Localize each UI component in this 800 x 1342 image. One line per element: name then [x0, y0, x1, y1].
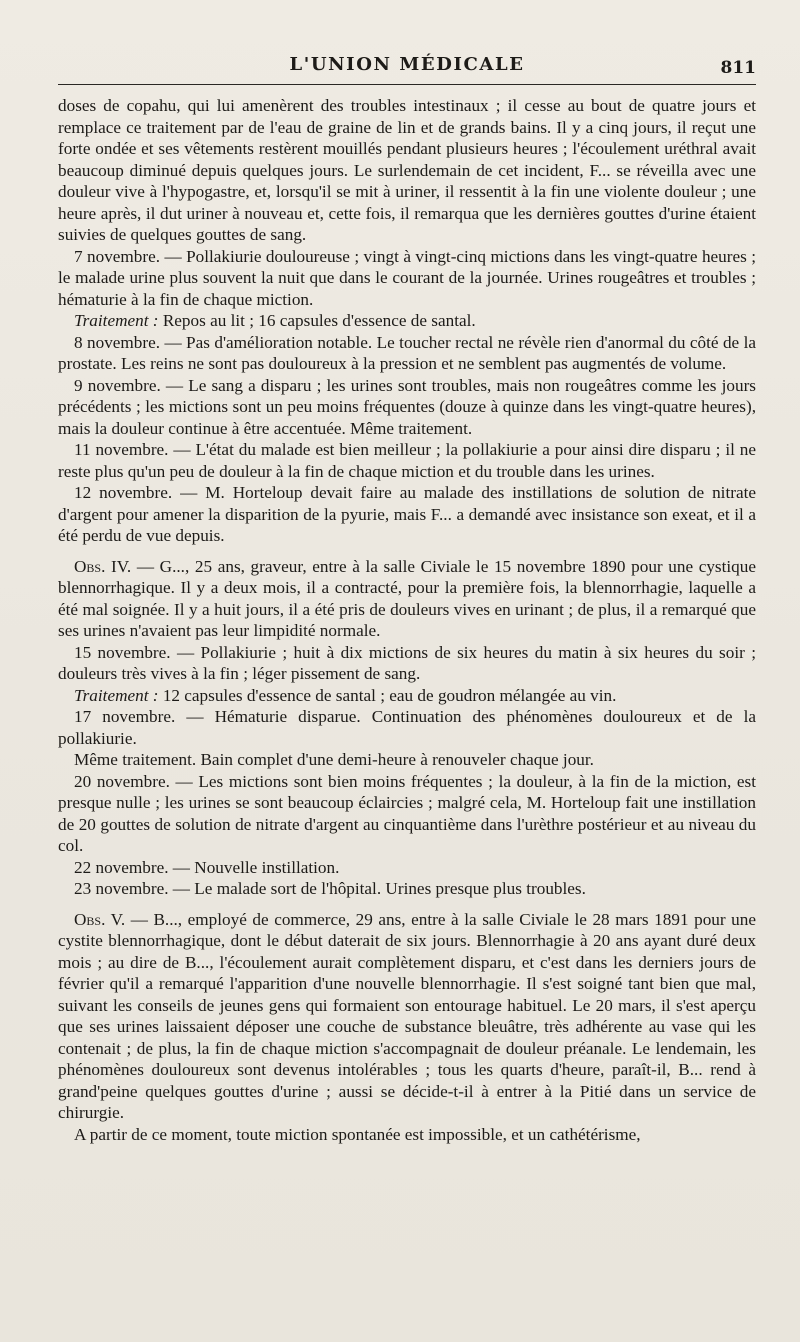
- paragraph: Traitement : Repos au lit ; 16 capsules d'essence de santal.: [74, 311, 476, 330]
- paragraph: Même traitement. Bain complet d'une demi-heure à renouveler chaque jour.: [74, 750, 594, 769]
- observation-paragraph: Obs. IV. — G..., 25 ans, graveur, entre à la salle Civiale le 15 novembre 1890 pour une cystique blennorrhagique. Il y a deux mois, il a contracté, pour la première fois, la blennorrhagie, laquelle a été mal soignée. Il y a huit jours, il a été pris de douleurs vives en urinant ; de plus, il a remarqué que ses urines n'avaient pas leur limpidité normale.: [58, 556, 756, 640]
- paragraph: 7 novembre. — Pollakiurie douloureuse ; vingt à vingt-cinq mictions dans les vingt-quatre heures ; le malade urine plus souvent la nuit que dans le courant de la journée. Urines rougeâtres et troubles ; hématurie à la fin de chaque miction.: [58, 246, 756, 309]
- page-header: [58, 50, 756, 85]
- paragraph: doses de copahu, qui lui amenèrent des troubles intestinaux ; il cesse au bout de quatre jours et remplace ce traitement par de l'eau de graine de lin et de grands bains. Il y a cinq jours, il reçut une forte ondée et ses vêtements restèrent mouillés pendant plusieurs heures ; l'écoulement uréthral avait beaucoup diminué depuis quelques jours. Le surlendemain de cet incident, F... se réveilla avec une douleur vive à l'hypogastre, et, lorsqu'il se mit à uriner, il ressentit à la fin une violente douleur ; une heure après, il dut uriner à nouveau et, cette fois, il remarqua que les dernières gouttes d'urine étaient suivies de quelques gouttes de sang.: [58, 96, 756, 244]
- observation-label: Obs. V.: [74, 909, 126, 929]
- paragraph: 20 novembre. — Les mictions sont bien moins fréquentes ; la douleur, à la fin de la miction, est presque nulle ; les urines se sont beaucoup éclaircies ; malgré cela, M. Horteloup fait une instillation de 20 gouttes de solution de nitrate d'argent au cinquantième dans l'urèthre postérieur et au niveau du col.: [58, 771, 756, 855]
- paragraph: A partir de ce moment, toute miction spontanée est impossible, et un cathétérisme,: [74, 1124, 641, 1144]
- observation-paragraph: Obs. V. — B..., employé de commerce, 29 ans, entre à la salle Civiale le 28 mars 1891 pour une cystite blennorrhagique, dont le début daterait de six jours. Blennorrhagie à 20 ans ayant duré deux mois ; au dire de B..., l'écoulement aurait complètement disparu, et c'est dans les derniers jours de février qu'il a remarqué l'apparition d'une nouvelle blennorrhagie. Il s'est soigné tant bien que mal, suivant les conseils de jeunes gens qui formaient son entourage habituel. Le 20 mars, il s'est aperçu que ses urines laissaient déposer une couche de substance bleuâtre, très adhérente au vase qui les contenait ; de plus, la fin de chaque miction s'accompagnait de douleur préanale. Le lendemain, les phénomènes douloureux sont devenus intolérables ; tous les quarts d'heure, paraît-il, B... rend à grand'peine quelques gouttes d'urine ; aussi se décide-t-il à entrer à la Pitié dans un service de chirurgie.: [58, 909, 756, 1122]
- paragraph: 23 novembre. — Le malade sort de l'hôpital. Urines presque plus troubles.: [74, 879, 586, 898]
- page-number: 811: [720, 58, 756, 78]
- observation-label: Obs. IV.: [74, 556, 132, 576]
- paragraph: Traitement : 12 capsules d'essence de santal ; eau de goudron mélangée au vin.: [74, 685, 617, 705]
- treatment-label: Traitement :: [74, 685, 159, 705]
- body-text: [58, 95, 756, 1145]
- paragraph: 12 novembre. — M. Horteloup devait faire au malade des instillations de solution de nitrate d'argent pour amener la disparition de la pyurie, mais F... a demandé avec insistance son exeat, et il a été perdu de vue depuis.: [58, 483, 756, 545]
- paragraph: 22 novembre. — Nouvelle instillation.: [74, 857, 340, 877]
- running-title: L'UNION MÉDICALE: [289, 54, 525, 75]
- paragraph: 17 novembre. — Hématurie disparue. Continuation des phénomènes douloureux et de la pollakiurie.: [58, 707, 756, 748]
- paragraph: 8 novembre. — Pas d'amélioration notable. Le toucher rectal ne révèle rien d'anormal du côté de la prostate. Les reins ne sont pas douloureux à la pression et ne semblent pas augmentés de volume.: [58, 332, 756, 373]
- paragraph: 9 novembre. — Le sang a disparu ; les urines sont troubles, mais non rougeâtres comme les jours précédents ; les mictions sont un peu moins fréquentes (douze à quinze dans les vingt-quatre heures), mais la douleur continue à être accentuée. Même traitement.: [58, 375, 756, 438]
- paragraph: 15 novembre. — Pollakiurie ; huit à dix mictions de six heures du matin à six heures du soir ; douleurs très vives à la fin ; léger pissement de sang.: [58, 642, 756, 683]
- paragraph: 11 novembre. — L'état du malade est bien meilleur ; la pollakiurie a pour ainsi dire disparu ; il ne reste plus qu'un peu de douleur à la fin de chaque miction et du trouble dans les urines.: [58, 440, 756, 481]
- treatment-label: Traitement :: [74, 311, 159, 330]
